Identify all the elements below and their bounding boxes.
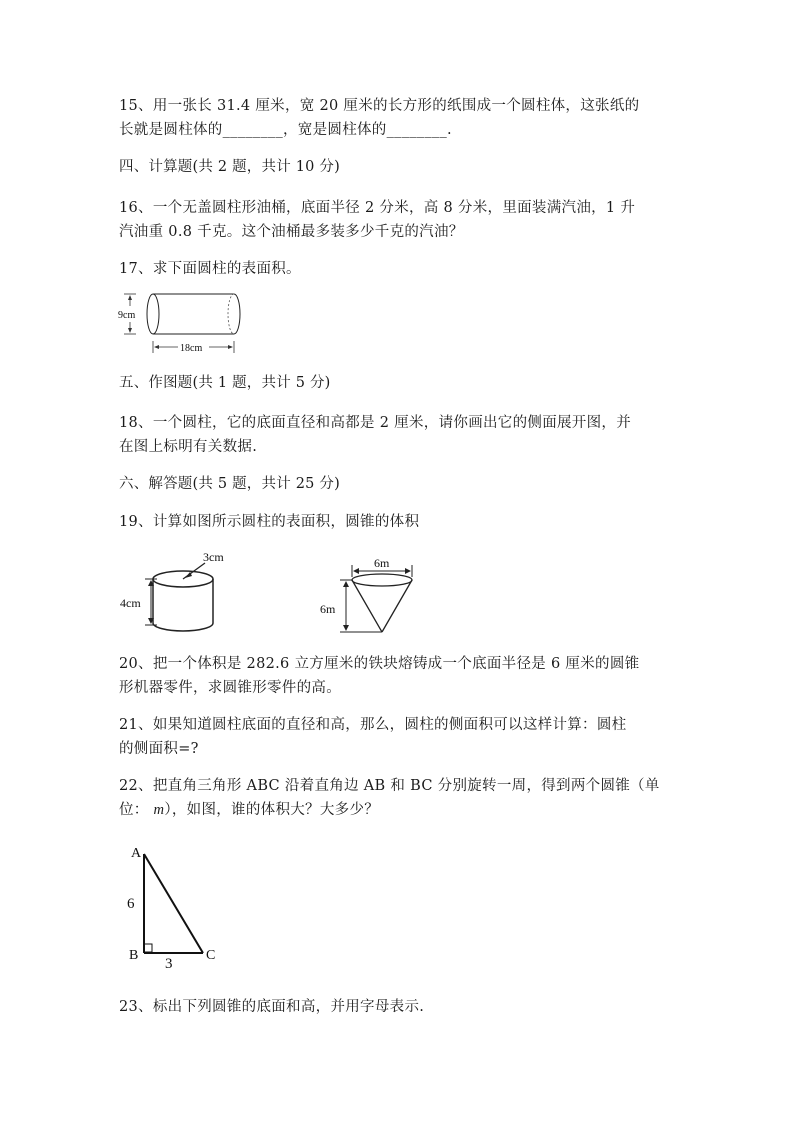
q20-line1: 20、把一个体积是 282.6 立方厘米的铁块熔铸成一个底面半径是 6 厘米的圆锥 — [119, 656, 640, 672]
q17-height-label: 9cm — [118, 310, 136, 321]
q22-triangle-figure — [120, 838, 230, 968]
q22-label-b: B — [129, 948, 139, 963]
q23-text: 23、标出下列圆锥的底面和高，并用字母表示. — [119, 999, 425, 1015]
q16-line2: 汽油重 0.8 千克。这个油桶最多装多少千克的汽油？ — [119, 224, 464, 240]
q22-label-bc: 3 — [165, 956, 173, 968]
q22-line2-post: ），如图，谁的体积大？大多少？ — [164, 802, 380, 818]
q16-line1: 16、一个无盖圆柱形油桶，底面半径 2 分米，高 8 分米，里面装满汽油，1 升 — [119, 200, 636, 216]
q15-line2: 长就是圆柱体的________，宽是圆柱体的________. — [119, 122, 452, 138]
q17-cylinder-right-hidden — [228, 294, 234, 334]
q19-cone-height-label: 6m — [320, 602, 336, 616]
q19-cylinder-height-label: 4cm — [120, 596, 141, 610]
q19-cylinder-bottom — [153, 623, 213, 631]
section4-title: 四、计算题(共 2 题，共计 10 分) — [119, 159, 340, 175]
q15-line1: 15、用一张长 31.4 厘米，宽 20 厘米的长方形的纸围成一个圆柱体，这张纸的 — [119, 98, 640, 114]
section5-title: 五、作图题(共 1 题，共计 5 分) — [119, 375, 331, 391]
q19-cone-right-slant — [382, 580, 412, 632]
q17-length-label: 18cm — [180, 343, 203, 354]
q17-text: 17、求下面圆柱的表面积。 — [119, 261, 301, 277]
q19-cylinder-figure — [119, 545, 239, 637]
q17-arrow-right — [228, 345, 233, 349]
q17-arrow-left — [154, 345, 159, 349]
q17-cylinder-figure — [116, 290, 256, 358]
q22-label-ab: 6 — [127, 896, 135, 912]
q19-ch-arrow-up — [343, 581, 349, 587]
q19-cone-diameter-label: 6m — [374, 556, 390, 570]
q19-text: 19、计算如图所示圆柱的表面积，圆锥的体积 — [119, 514, 420, 530]
q22-right-angle-mark — [144, 944, 152, 952]
q17-cylinder-right-front — [234, 294, 240, 334]
q18-line1: 18、一个圆柱，它的底面直径和高都是 2 厘米，请你画出它的侧面展开图，并 — [119, 415, 631, 431]
q19-d-arrow-right — [405, 568, 411, 574]
q22-line1: 22、把直角三角形 ABC 沿着直角边 AB 和 BC 分别旋转一周，得到两个圆锥（单 — [119, 778, 660, 794]
q20-line2: 形机器零件，求圆锥形零件的高。 — [119, 680, 341, 696]
q19-cone-base — [352, 574, 412, 586]
q17-arrow-down — [128, 328, 132, 333]
q22-label-c: C — [206, 948, 216, 963]
q18-line2: 在图上标明有关数据. — [119, 439, 258, 455]
q21-line1: 21、如果知道圆柱底面的直径和高，那么，圆柱的侧面积可以这样计算：圆柱 — [119, 717, 627, 733]
q19-cone-left-slant — [352, 580, 382, 632]
q19-ch-arrow-down — [343, 625, 349, 631]
q21-line2: 的侧面积=? — [119, 741, 199, 757]
q19-cone-figure — [316, 555, 422, 637]
section6-title: 六、解答题(共 5 题，共计 25 分) — [119, 476, 340, 492]
q22-unit: m — [153, 802, 165, 818]
q17-arrow-up — [128, 295, 132, 300]
q19-radius-label: 3cm — [203, 550, 224, 564]
q22-label-a: A — [131, 846, 142, 861]
q22-line2 — [119, 798, 679, 822]
q22-hypotenuse — [144, 854, 203, 953]
q22-line2-pre: 位： — [119, 802, 149, 818]
q19-d-arrow-left — [353, 568, 359, 574]
q17-cylinder-left-face — [147, 294, 159, 334]
